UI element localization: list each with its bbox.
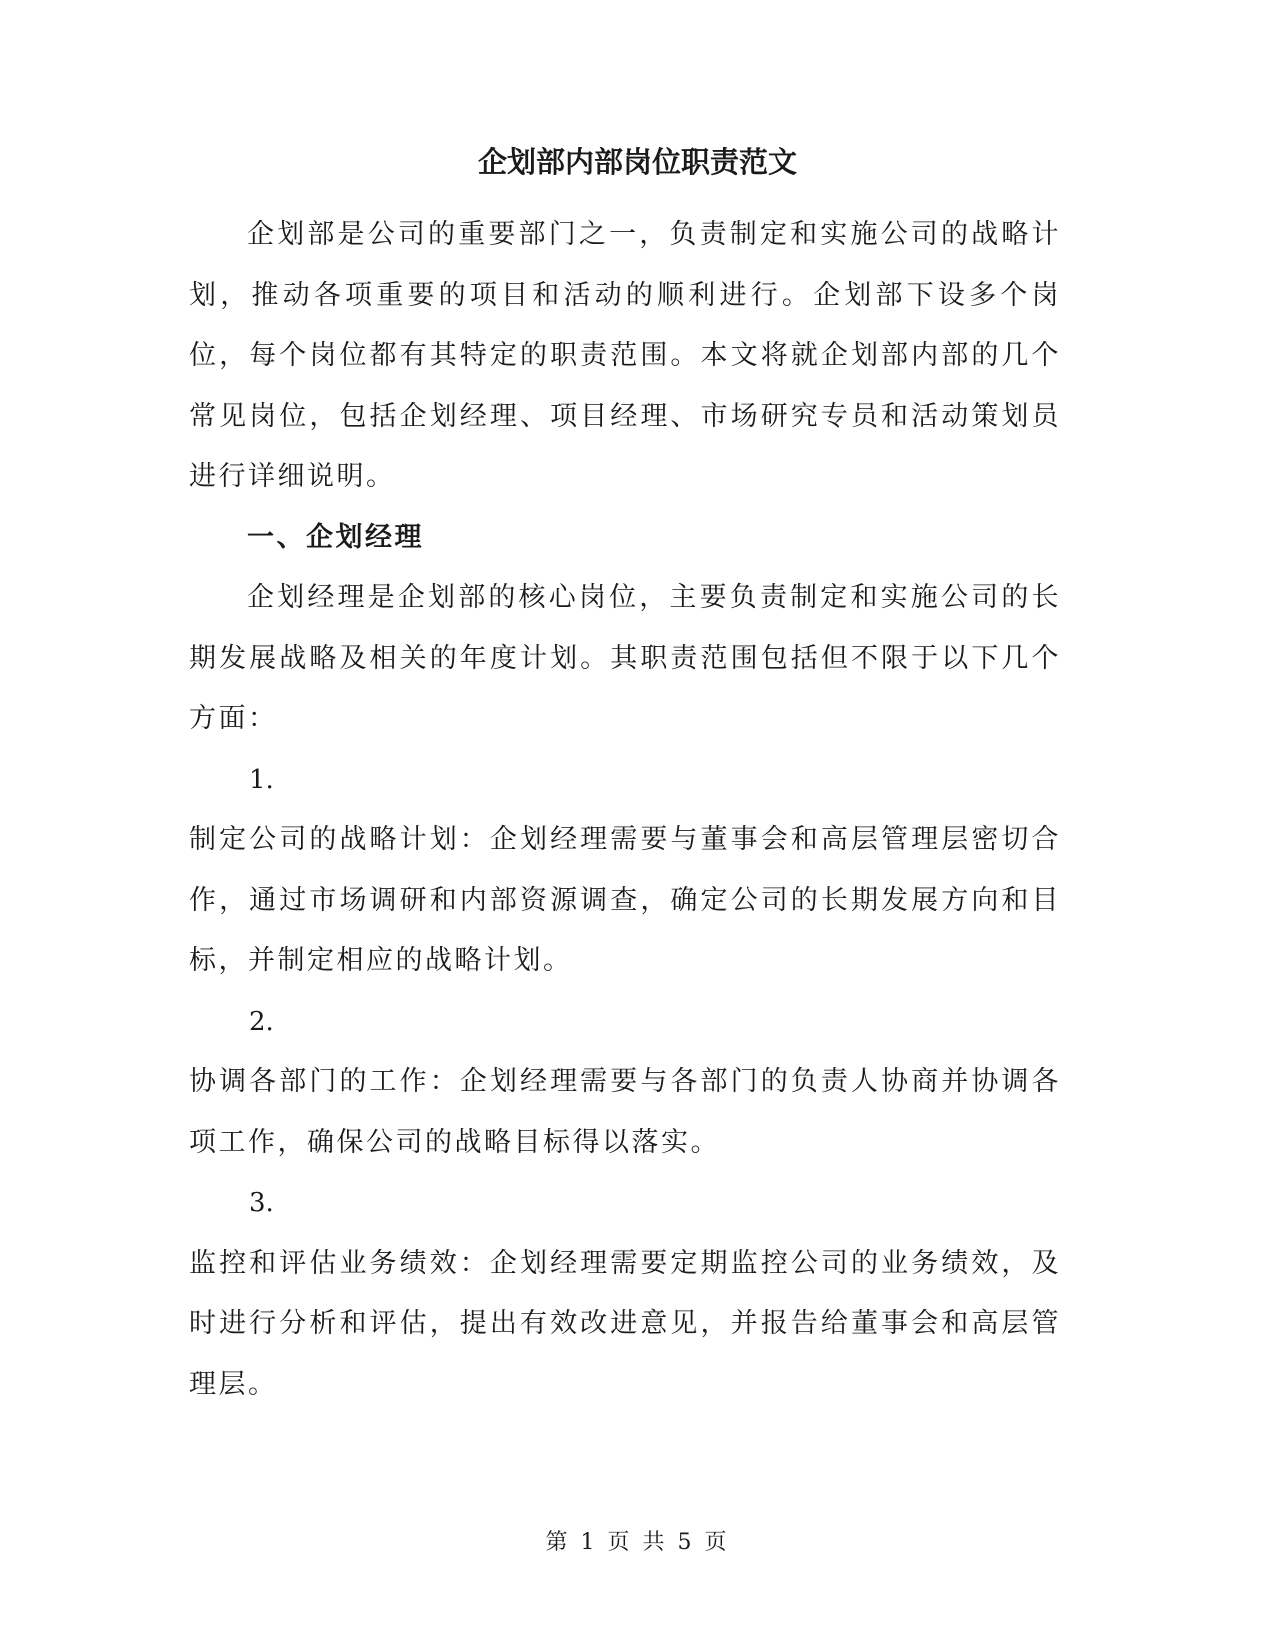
document-title: 企划部内部岗位职责范文 <box>477 145 797 179</box>
list-item-text: 监控和评估业务绩效：企划经理需要定期监控公司的业务绩效，及时进行分析和评估，提出有效改进意见，并报告给董事会和高层管理层。 <box>189 1247 1061 1400</box>
list-item-number: 2. <box>249 1006 274 1037</box>
list-item-text: 协调各部门的工作：企划经理需要与各部门的负责人协商并协调各项工作，确保公司的战略目标得以落实。 <box>189 1066 1061 1158</box>
document-body <box>189 205 1061 1415</box>
intro-paragraph: 企划部是公司的重要部门之一，负责制定和实施公司的战略计划，推动各项重要的项目和活动的顺利进行。企划部下设多个岗位，每个岗位都有其特定的职责范围。本文将就企划部内部的几个常见岗位，包括企划经理、项目经理、市场研究专员和活动策划员进行详细说明。 <box>189 219 1061 492</box>
list-item-text: 制定公司的战略计划：企划经理需要与董事会和高层管理层密切合作，通过市场调研和内部资源调查，确定公司的长期发展方向和目标，并制定相应的战略计划。 <box>189 824 1061 976</box>
page-footer: 第 1 页 共 5 页 <box>545 1530 730 1555</box>
section-heading: 一、企划经理 <box>247 521 424 553</box>
list-item-number: 1. <box>249 764 274 795</box>
section-paragraph: 企划经理是企划部的核心岗位，主要负责制定和实施公司的长期发展战略及相关的年度计划。其职责范围包括但不限于以下几个方面： <box>189 582 1061 734</box>
list-item-number: 3. <box>249 1188 274 1218</box>
